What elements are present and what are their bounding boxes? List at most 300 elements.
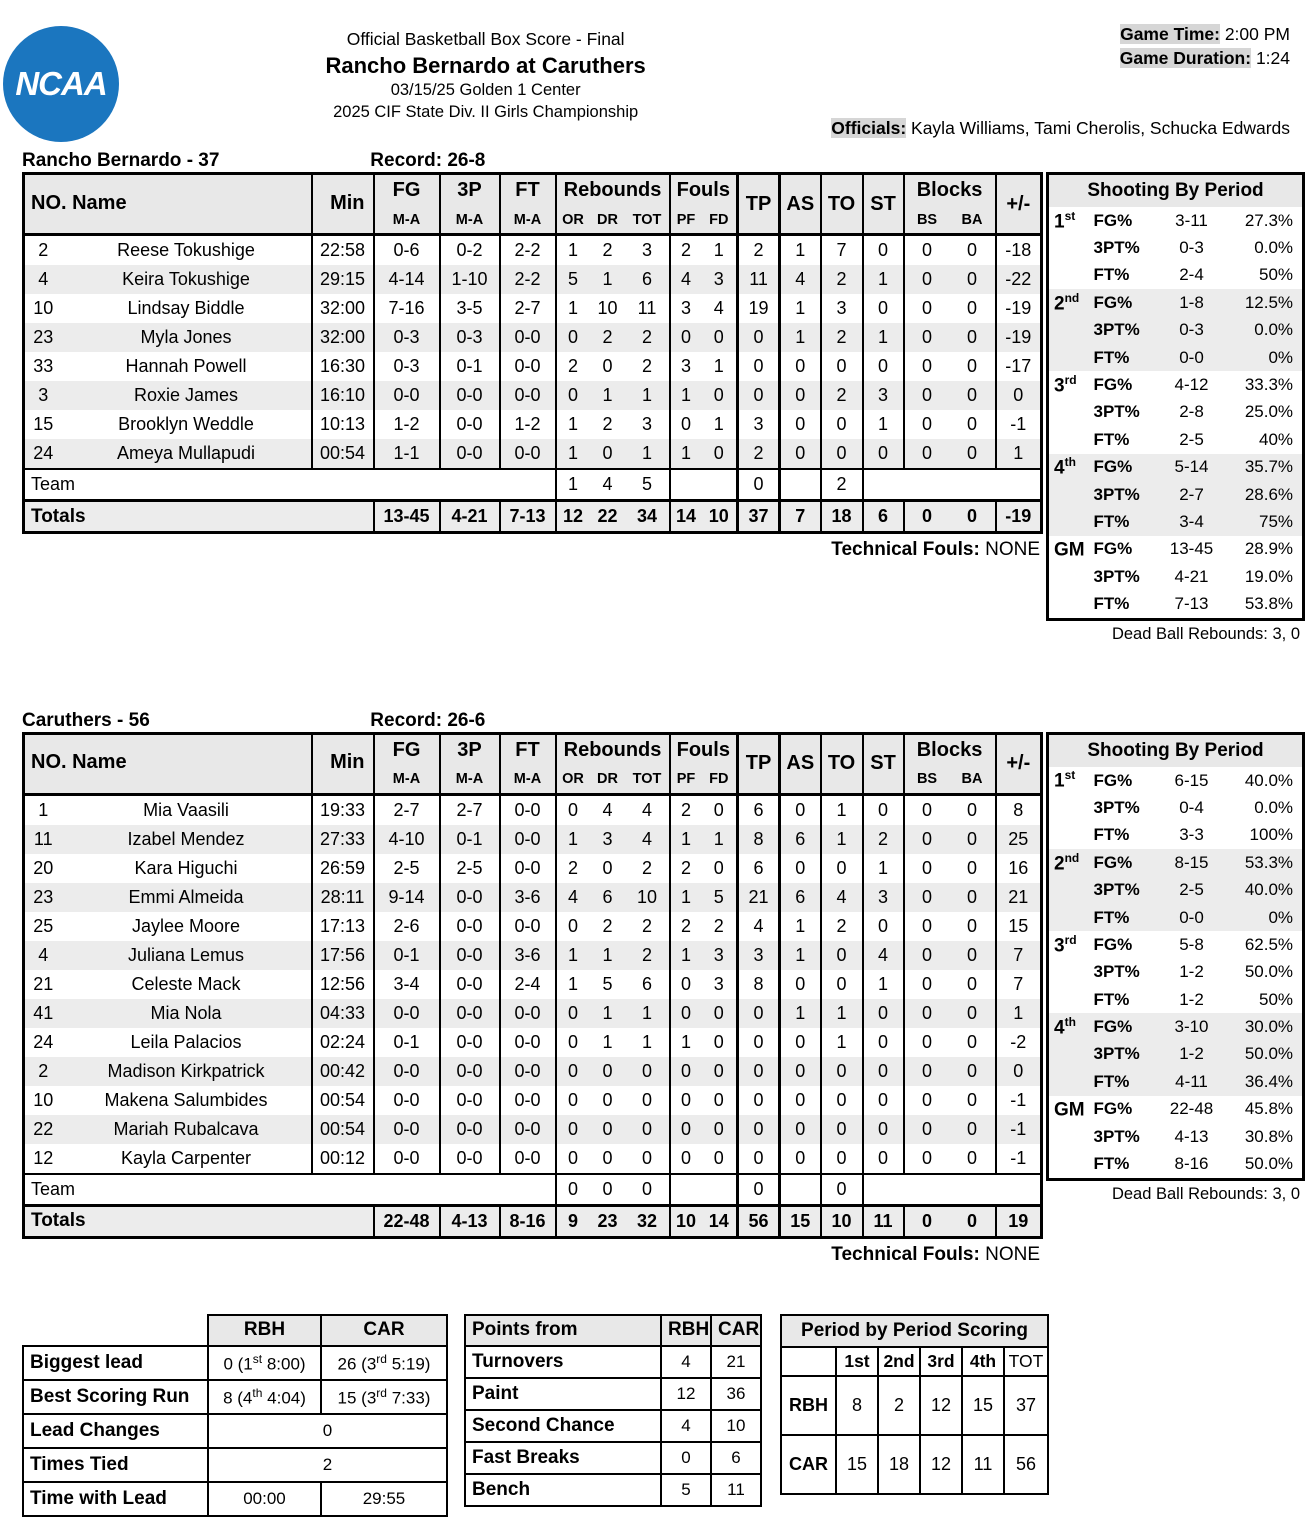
player-number: 25 [33, 915, 54, 936]
ft-ma: 0-0 [500, 352, 556, 381]
oreb: 1 [556, 941, 590, 970]
col-tp: TP [738, 174, 780, 235]
times-tied-value: 2 [208, 1448, 447, 1482]
shooting-row [1048, 536, 1304, 563]
col-ft-ma: M-A [500, 206, 556, 235]
threep-ma: 0-0 [440, 439, 500, 469]
period-label: GM [1054, 1099, 1085, 1121]
col-4th: 4th [962, 1347, 1004, 1376]
minutes: 19:33 [312, 794, 374, 825]
stat-label: FG% [1093, 539, 1133, 559]
ba: 0 [967, 1118, 978, 1139]
plus-minus: 16 [996, 854, 1042, 883]
minutes: 10:13 [312, 410, 374, 439]
made-att: 3-3 [1179, 825, 1204, 845]
to: 1 [821, 825, 863, 854]
oreb: 1 [556, 970, 590, 999]
col-st: ST [863, 174, 904, 235]
col-min: Min [312, 174, 374, 235]
player-number: 24 [33, 1031, 54, 1052]
minutes: 04:33 [312, 999, 374, 1028]
points-from-row [465, 1410, 761, 1442]
ba: 0 [967, 414, 978, 434]
minutes: 27:33 [312, 825, 374, 854]
game-time-line [831, 22, 1290, 46]
period-scoring-title: Period by Period Scoring [781, 1315, 1048, 1347]
page-header [0, 0, 1309, 142]
as: 6 [780, 883, 821, 912]
stat-label: FG% [1093, 292, 1133, 312]
percentage: 50% [1259, 265, 1294, 285]
points-from-car: 10 [711, 1410, 761, 1442]
player-number: 10 [33, 298, 54, 318]
player-row [24, 941, 1042, 970]
as: 0 [780, 352, 821, 381]
fg-ma: 0-0 [374, 999, 440, 1028]
made-att: 4-11 [1175, 1071, 1208, 1091]
oreb: 0 [556, 323, 590, 352]
bs: 0 [904, 825, 950, 854]
col-st: ST [863, 733, 904, 794]
stat-label: 3PT% [1093, 238, 1140, 258]
period-label [1048, 399, 1094, 426]
to: 2 [821, 323, 863, 352]
oreb: 2 [556, 854, 590, 883]
as: 0 [780, 1028, 821, 1057]
minutes: 16:10 [312, 381, 374, 410]
treb: 3 [642, 240, 653, 260]
pf: 2 [670, 235, 702, 266]
ft-ma: 0-0 [500, 912, 556, 941]
minutes: 00:42 [312, 1057, 374, 1086]
fd: 0 [713, 1002, 724, 1023]
plus-minus: 8 [996, 794, 1042, 825]
st: 3 [863, 381, 904, 410]
as: 4 [780, 265, 821, 294]
treb: 6 [642, 269, 653, 289]
minutes: 32:00 [312, 323, 374, 352]
col-ft: FT [500, 733, 556, 766]
team-section [22, 150, 1309, 644]
col-3p: 3P [440, 733, 500, 766]
treb: 11 [637, 298, 657, 318]
stat-label: 3PT% [1093, 402, 1140, 422]
bs: 0 [904, 323, 950, 352]
percentage: 12.5% [1244, 292, 1294, 312]
team-record: Record: 26-6 [370, 709, 486, 731]
as: 0 [780, 854, 821, 883]
made-att: 22-48 [1169, 1099, 1214, 1119]
shooting-row [1048, 822, 1304, 849]
pf: 1 [670, 381, 702, 410]
fd: 0 [713, 385, 724, 405]
bs: 0 [904, 1086, 950, 1115]
treb: 1 [642, 1002, 653, 1023]
col-rebounds: Rebounds [556, 733, 670, 766]
stat-label: FT% [1093, 511, 1130, 531]
player-row [24, 970, 1042, 999]
player-number: 41 [33, 1002, 54, 1023]
made-att: 1-2 [1179, 1044, 1204, 1064]
col-tp: TP [738, 733, 780, 794]
team-name-score: Caruthers - 56 [22, 709, 150, 731]
period-label [1048, 1123, 1094, 1150]
col-bs: BS [904, 766, 950, 795]
ft-ma: 0-0 [500, 381, 556, 410]
col-fd: FD [709, 771, 729, 788]
percentage: 40.0% [1244, 770, 1294, 790]
st: 0 [863, 794, 904, 825]
player-name: Celeste Mack [131, 973, 241, 994]
tp: 0 [738, 323, 780, 352]
points-from-car: 6 [711, 1442, 761, 1474]
tp: 0 [738, 1086, 780, 1115]
percentage: 50.0% [1244, 962, 1294, 982]
bs: 0 [904, 410, 950, 439]
period-label: 3rd [1054, 372, 1077, 397]
dead-ball-rebounds: Dead Ball Rebounds: 3, 0 [1111, 1184, 1300, 1203]
to: 1 [821, 794, 863, 825]
pf: 0 [670, 1086, 702, 1115]
oreb: 2 [556, 352, 590, 381]
st: 1 [863, 854, 904, 883]
plus-minus: 0 [996, 381, 1042, 410]
fd: 3 [713, 269, 724, 289]
player-row [24, 323, 1042, 352]
ba: 0 [967, 240, 978, 260]
col-fg: FG [374, 174, 440, 207]
percentage: 0.0% [1254, 320, 1294, 340]
col-plus-minus: +/- [996, 733, 1042, 794]
player-number: 12 [33, 1147, 54, 1168]
player-name: Lindsay Biddle [127, 298, 245, 318]
threep-ma: 0-0 [440, 970, 500, 999]
tp: 6 [738, 794, 780, 825]
percentage: 50.0% [1244, 1154, 1294, 1174]
period-label [1048, 876, 1094, 903]
period-label: 4th [1054, 455, 1076, 479]
treb: 2 [642, 944, 653, 965]
date-venue: 03/15/25 Golden 1 Center [390, 81, 581, 100]
team-record: Record: 26-8 [370, 150, 486, 171]
ba: 0 [967, 298, 978, 318]
player-name: Brooklyn Weddle [118, 414, 254, 434]
percentage: 75% [1259, 511, 1294, 531]
player-row [24, 1057, 1042, 1086]
ft-ma: 0-0 [500, 1115, 556, 1144]
percentage: 28.6% [1244, 484, 1294, 504]
bs: 0 [904, 265, 950, 294]
best-run-rbh: 8 (4th 4:04) [208, 1380, 321, 1414]
ft-ma: 0-0 [500, 794, 556, 825]
team-title-line [22, 710, 1040, 732]
pf: 3 [670, 352, 702, 381]
bs: 0 [904, 1115, 950, 1144]
fg-ma: 0-3 [374, 323, 440, 352]
shooting-row [1048, 317, 1304, 344]
period-label [1048, 481, 1094, 508]
minutes: 29:15 [312, 265, 374, 294]
st: 0 [863, 1115, 904, 1144]
made-att: 4-12 [1174, 375, 1209, 395]
fg-ma: 0-1 [374, 1028, 440, 1057]
ft-ma: 0-0 [500, 825, 556, 854]
lead-stats-empty-header [23, 1315, 208, 1346]
percentage: 40% [1259, 429, 1294, 449]
dreb: 0 [602, 1089, 613, 1110]
percentage: 36.4% [1244, 1071, 1294, 1091]
period-label [1048, 986, 1094, 1013]
as: 0 [780, 410, 821, 439]
period-scoring-row: RBH 8 2 12 15 37 [781, 1376, 1048, 1435]
bs: 0 [904, 912, 950, 941]
fg-ma: 1-1 [374, 439, 440, 469]
col-noname: NO. Name [31, 191, 127, 214]
plus-minus: -1 [996, 1115, 1042, 1144]
times-tied-row: Times Tied 2 [23, 1448, 447, 1482]
treb: 3 [642, 414, 653, 434]
ft-ma: 0-0 [500, 1057, 556, 1086]
doc-title: Official Basketball Box Score - Final [346, 29, 625, 49]
threep-ma: 0-0 [440, 1086, 500, 1115]
player-row [24, 1086, 1042, 1115]
col-tot: TOT [1004, 1347, 1048, 1376]
made-att: 2-5 [1179, 429, 1204, 449]
player-row [24, 825, 1042, 854]
player-number: 1 [38, 799, 49, 820]
shooting-row [1048, 371, 1304, 398]
period-label: 1st [1054, 208, 1076, 232]
minutes: 22:58 [312, 235, 374, 266]
st: 0 [863, 294, 904, 323]
dreb: 5 [602, 973, 613, 994]
pf: 1 [670, 883, 702, 912]
dreb: 10 [597, 298, 618, 318]
period-scoring-empty-header [781, 1347, 836, 1376]
shooting-row [1048, 986, 1304, 1013]
st: 2 [863, 825, 904, 854]
period-label: GM [1054, 539, 1085, 561]
shooting-row [1048, 508, 1304, 535]
col-noname: NO. Name [31, 751, 127, 774]
dreb: 0 [602, 1147, 613, 1168]
dreb: 2 [602, 915, 613, 936]
ft-ma: 0-0 [500, 1144, 556, 1174]
technical-fouls-label: Technical Fouls: [831, 539, 980, 560]
stat-label: FT% [1093, 429, 1130, 449]
player-number: 10 [33, 1089, 54, 1110]
stat-label: FG% [1093, 375, 1133, 395]
stat-label: 3PT% [1093, 484, 1140, 504]
to: 0 [821, 1115, 863, 1144]
points-from-car: 11 [711, 1474, 761, 1506]
ba: 0 [967, 385, 978, 405]
ft-ma: 0-0 [500, 1028, 556, 1057]
player-row [24, 1144, 1042, 1174]
player-row [24, 235, 1042, 266]
percentage: 0.0% [1254, 238, 1294, 258]
player-number: 4 [38, 269, 49, 289]
period-label [1048, 794, 1094, 821]
to: 3 [821, 294, 863, 323]
col-ba: BA [961, 211, 983, 228]
bs: 0 [904, 970, 950, 999]
as: 0 [780, 381, 821, 410]
team-row-label: Team [24, 1174, 556, 1206]
oreb: 0 [556, 1086, 590, 1115]
fd: 0 [713, 1147, 724, 1168]
ft-ma: 1-2 [500, 410, 556, 439]
technical-fouls-value: NONE [985, 539, 1040, 560]
dreb: 2 [602, 414, 613, 434]
totals-row: Totals 13-45 4-21 7-13 12 22 34 14 10 37 7 18 6 0 0 -19 [24, 501, 1042, 533]
points-from-rbh: 0 [661, 1442, 711, 1474]
fg-ma: 0-0 [374, 1086, 440, 1115]
points-from-label: Paint [465, 1378, 661, 1410]
threep-ma: 0-0 [440, 1115, 500, 1144]
period-label [1048, 344, 1094, 371]
oreb: 0 [556, 794, 590, 825]
ba: 0 [967, 269, 978, 289]
player-number: 23 [33, 327, 54, 347]
percentage: 19.0% [1244, 566, 1294, 586]
fg-ma: 0-6 [374, 235, 440, 266]
shooting-row [1048, 207, 1304, 234]
st: 1 [863, 265, 904, 294]
shooting-row [1048, 426, 1304, 453]
ncaa-logo [3, 26, 119, 142]
points-from-label: Turnovers [465, 1346, 661, 1378]
technical-fouls-label: Technical Fouls: [831, 1243, 980, 1265]
lead-stats-col-rbh: RBH [208, 1315, 321, 1346]
to: 7 [821, 235, 863, 266]
header-right [831, 20, 1290, 142]
col-as: AS [780, 174, 821, 235]
player-name: Roxie James [133, 385, 239, 405]
tp: 4 [738, 912, 780, 941]
totals-row: Totals 22-48 4-13 8-16 9 23 32 10 14 56 15 10 11 0 0 19 [24, 1205, 1042, 1237]
ft-ma: 2-2 [500, 235, 556, 266]
totals-label: Totals [24, 1205, 374, 1237]
tp: 0 [738, 352, 780, 381]
registered-mark: ® [108, 116, 117, 128]
biggest-lead-car: 26 (3rd 5:19) [321, 1346, 447, 1380]
threep-ma: 0-0 [440, 999, 500, 1028]
team-rebounds-row: Team 0 0 0 0 0 [24, 1174, 1042, 1206]
bs: 0 [904, 794, 950, 825]
tp: 3 [738, 410, 780, 439]
stat-label: FT% [1093, 1071, 1130, 1091]
player-number: 23 [33, 886, 54, 907]
player-row [24, 439, 1042, 469]
bs: 0 [904, 1057, 950, 1086]
fg-ma: 4-10 [374, 825, 440, 854]
threep-ma: 2-5 [440, 854, 500, 883]
made-att: 1-2 [1179, 989, 1204, 1009]
ba: 0 [967, 1031, 978, 1052]
shooting-row [1048, 481, 1304, 508]
stat-label: 3PT% [1093, 566, 1140, 586]
to: 2 [821, 265, 863, 294]
game-duration-label: Game Duration: [1119, 48, 1252, 69]
biggest-lead-rbh: 0 (1st 8:00) [208, 1346, 321, 1380]
team-rebounds-row: Team 1 4 5 0 2 [24, 469, 1042, 501]
percentage: 0% [1268, 907, 1294, 927]
pf: 4 [670, 265, 702, 294]
shooting-panel-title: Shooting By Period [1048, 733, 1304, 767]
player-name: Leila Palacios [130, 1031, 242, 1052]
points-from-label: Bench [465, 1474, 661, 1506]
col-min: Min [312, 733, 374, 794]
fg-ma: 0-0 [374, 1144, 440, 1174]
ft-ma: 3-6 [500, 883, 556, 912]
oreb: 5 [556, 265, 590, 294]
player-row [24, 883, 1042, 912]
dreb: 1 [602, 1031, 613, 1052]
plus-minus: -17 [996, 352, 1042, 381]
technical-fouls-line [22, 539, 1040, 561]
oreb: 0 [556, 1057, 590, 1086]
plus-minus: 1 [996, 999, 1042, 1028]
percentage: 0.0% [1254, 797, 1294, 817]
technical-fouls-value: NONE [985, 1243, 1040, 1265]
team-abbr: RBH [781, 1376, 836, 1435]
col-to: TO [821, 733, 863, 794]
period-label [1048, 426, 1094, 453]
stat-label: FT% [1093, 989, 1130, 1009]
period-scoring-table [780, 1314, 1049, 1495]
made-att: 5-8 [1179, 934, 1204, 954]
shooting-row [1048, 767, 1304, 794]
plus-minus: 21 [996, 883, 1042, 912]
points-from-col-rbh: RBH [661, 1315, 711, 1346]
period-label [1048, 904, 1094, 931]
minutes: 32:00 [312, 294, 374, 323]
threep-ma: 0-0 [440, 1144, 500, 1174]
minutes: 00:54 [312, 1086, 374, 1115]
points-from-rbh: 4 [661, 1346, 711, 1378]
fd: 1 [713, 414, 724, 434]
tp: 0 [738, 1115, 780, 1144]
points-from-car: 21 [711, 1346, 761, 1378]
as: 1 [780, 912, 821, 941]
threep-ma: 0-2 [440, 235, 500, 266]
threep-ma: 0-0 [440, 1057, 500, 1086]
time-with-lead-car: 29:55 [321, 1482, 447, 1516]
time-with-lead-rbh: 00:00 [208, 1482, 321, 1516]
stat-label: 3PT% [1093, 320, 1140, 340]
plus-minus: -19 [996, 323, 1042, 352]
oreb: 0 [556, 999, 590, 1028]
col-to: TO [821, 174, 863, 235]
points-from-row [465, 1346, 761, 1378]
ft-ma: 2-4 [500, 970, 556, 999]
logo-container [3, 20, 140, 142]
player-row [24, 1115, 1042, 1144]
player-row [24, 854, 1042, 883]
made-att: 2-7 [1179, 484, 1204, 504]
col-fouls: Fouls [670, 733, 738, 766]
dreb: 1 [602, 269, 613, 289]
ba: 0 [967, 857, 978, 878]
percentage: 45.8% [1244, 1099, 1294, 1119]
player-number: 24 [33, 443, 54, 463]
percentage: 53.8% [1244, 594, 1294, 614]
stat-label: FT% [1093, 1154, 1130, 1174]
col-rebounds: Rebounds [556, 174, 670, 207]
ba: 0 [967, 1060, 978, 1081]
player-row [24, 381, 1042, 410]
